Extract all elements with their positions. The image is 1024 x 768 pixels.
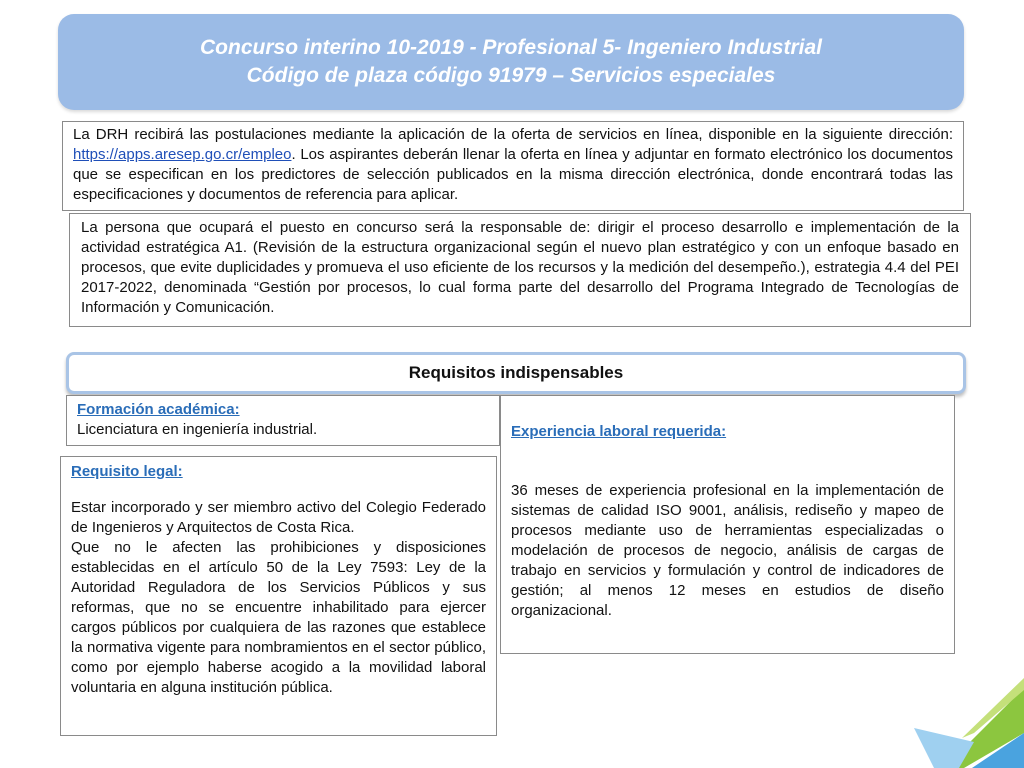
- legal-title: Requisito legal:: [71, 463, 183, 480]
- responsibility-box: [69, 213, 971, 327]
- responsibility-text: La persona que ocupará el puesto en concurso será la responsable de: dirigir el proceso desarrollo e implementación de la actividad estratégica A1. (Revisión de la estructura organizacional según el nuevo plan estratégico y con un enfoque basado en procesos, que evite duplicidades y promueva el uso eficiente de los recursos y la medición del desempeño.), estrategia 4.4 del PEI 2017-2022, denominada “Gestión por procesos, lo cual forma parte del desarrollo del Programa Integrado de Tecnologías de Información y Comunicación.: [81, 219, 959, 316]
- corner-logo-icon: [904, 678, 1024, 768]
- header-banner: [58, 14, 964, 110]
- intro-box: [62, 121, 964, 211]
- requirements-title: Requisitos indispensables: [408, 363, 624, 382]
- academic-text: Licenciatura en ingeniería industrial.: [77, 421, 318, 438]
- academic-box: [66, 395, 500, 446]
- legal-paragraph-2: Que no le afecten las prohibiciones y disposiciones establecidas en el artículo 50 de la Ley 7593: Ley de la Autoridad Reguladora de los Servicios Públicos y sus reformas, que no se encuentre inhabilitado para ejercer cargos públicos por cualquiera de las razones que establece la normativa vigente para nombramientos en el sector público, como por ejemplo haberse acogido a la movilidad laboral voluntaria en alguna institución pública.: [71, 539, 486, 696]
- experience-box: [500, 395, 955, 654]
- intro-text-before: La DRH recibirá las postulaciones mediante la aplicación de la oferta de servicios en línea, disponible en la siguiente dirección:: [73, 126, 953, 143]
- experience-text: 36 meses de experiencia profesional en la implementación de sistemas de calidad ISO 9001, análisis, rediseño y mapeo de procesos mediante uso de herramientas especializadas o modelación de procesos de negocio, análisis de cargas de trabajo en servicios y formulación y control de indicadores de gestión; al menos 12 meses en estudios de diseño organizacional.: [511, 482, 944, 619]
- header-title-line2: Código de plaza código 91979 – Servicios especiales: [246, 64, 776, 87]
- legal-box: [60, 456, 497, 736]
- requirements-title-bar: [66, 352, 966, 394]
- header-title-line1: Concurso interino 10-2019 - Profesional 5- Ingeniero Industrial: [200, 36, 822, 59]
- intro-text-after: . Los aspirantes deberán llenar la oferta en línea y adjuntar en formato electrónico los documentos que se especifican en los predictores de selección publicados en la misma dirección electrónica, donde encontrará todas las especificaciones y documentos de referencia para aplicar.: [73, 146, 953, 203]
- academic-title: Formación académica:: [77, 401, 240, 418]
- application-link[interactable]: https://apps.aresep.go.cr/empleo: [73, 146, 292, 163]
- experience-title: Experiencia laboral requerida:: [511, 423, 727, 440]
- legal-paragraph-1: Estar incorporado y ser miembro activo del Colegio Federado de Ingenieros y Arquitectos de Costa Rica.: [71, 499, 486, 536]
